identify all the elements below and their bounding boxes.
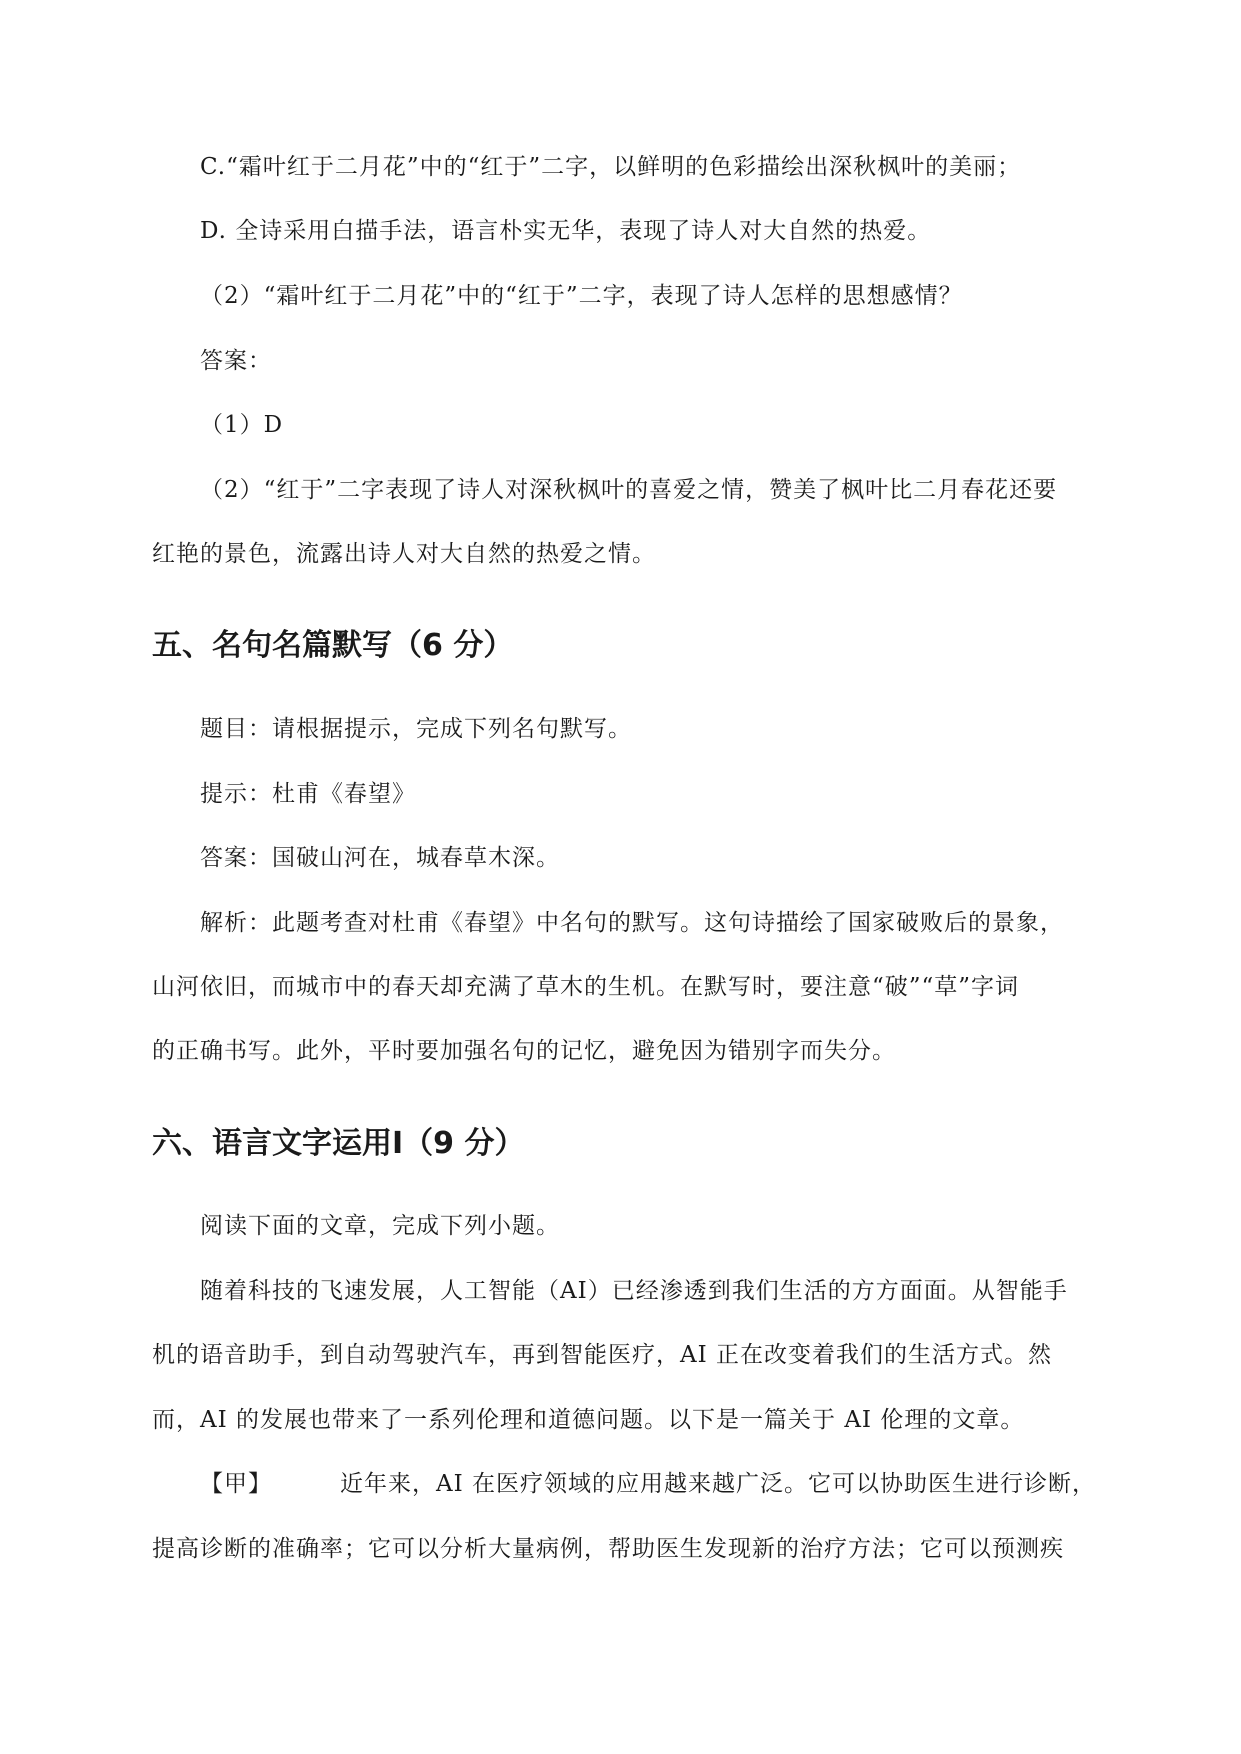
answer-text: 答案：国破山河在，城春草木深。 xyxy=(200,845,560,871)
answer-2: （2）“红于”二字表现了诗人对深秋枫叶的喜爱之情，赞美了枫叶比二月春花还要 xyxy=(200,477,1058,503)
question-2: （2）“霜叶红于二月花”中的“红于”二字，表现了诗人怎样的思想感情？ xyxy=(200,283,963,309)
analysis-text-cont-2: 的正确书写。此外，平时要加强名句的记忆，避免因为错别字而失分。 xyxy=(152,1038,896,1064)
question-text: 题目：请根据提示，完成下列名句默写。 xyxy=(200,716,632,742)
passage-line-cont: 提高诊断的准确率；它可以分析大量病例，帮助医生发现新的治疗方法；它可以预测疾 xyxy=(152,1536,1064,1562)
answer-2-cont: 红艳的景色，流露出诗人对大自然的热爱之情。 xyxy=(152,541,656,567)
analysis-text-cont: 山河依旧，而城市中的春天却充满了草木的生机。在默写时，要注意“破”“草”字词 xyxy=(152,974,1020,1000)
paragraph-line: 而，AI 的发展也带来了一系列伦理和道德问题。以下是一篇关于 AI 伦理的文章。 xyxy=(152,1407,1025,1433)
paragraph-line: 机的语音助手，到自动驾驶汽车，再到智能医疗，AI 正在改变着我们的生活方式。然 xyxy=(152,1342,1053,1368)
option-c: C.“霜叶红于二月花”中的“红于”二字，以鲜明的色彩描绘出深秋枫叶的美丽； xyxy=(200,154,1022,180)
option-d: D. 全诗采用白描手法，语言朴实无华，表现了诗人对大自然的热爱。 xyxy=(200,218,932,244)
passage-label: 【甲】 xyxy=(200,1471,272,1497)
passage-line xyxy=(200,1469,1096,1499)
answer-1: （1）D xyxy=(200,412,284,438)
passage-text: 近年来，AI 在医疗领域的应用越来越广泛。它可以协助医生进行诊断， xyxy=(340,1471,1097,1497)
section-heading-6: 六、语言文字运用Ⅰ（9 分） xyxy=(152,1126,525,1161)
paragraph-line: 随着科技的飞速发展，人工智能（AI）已经渗透到我们生活的方方面面。从智能手 xyxy=(200,1278,1068,1304)
hint-text: 提示：杜甫《春望》 xyxy=(200,781,416,807)
section-heading-5: 五、名句名篇默写（6 分） xyxy=(152,628,514,663)
instruction-text: 阅读下面的文章，完成下列小题。 xyxy=(200,1213,560,1239)
answer-label: 答案： xyxy=(200,348,272,374)
analysis-text: 解析：此题考查对杜甫《春望》中名句的默写。这句诗描绘了国家破败后的景象， xyxy=(200,910,1064,936)
